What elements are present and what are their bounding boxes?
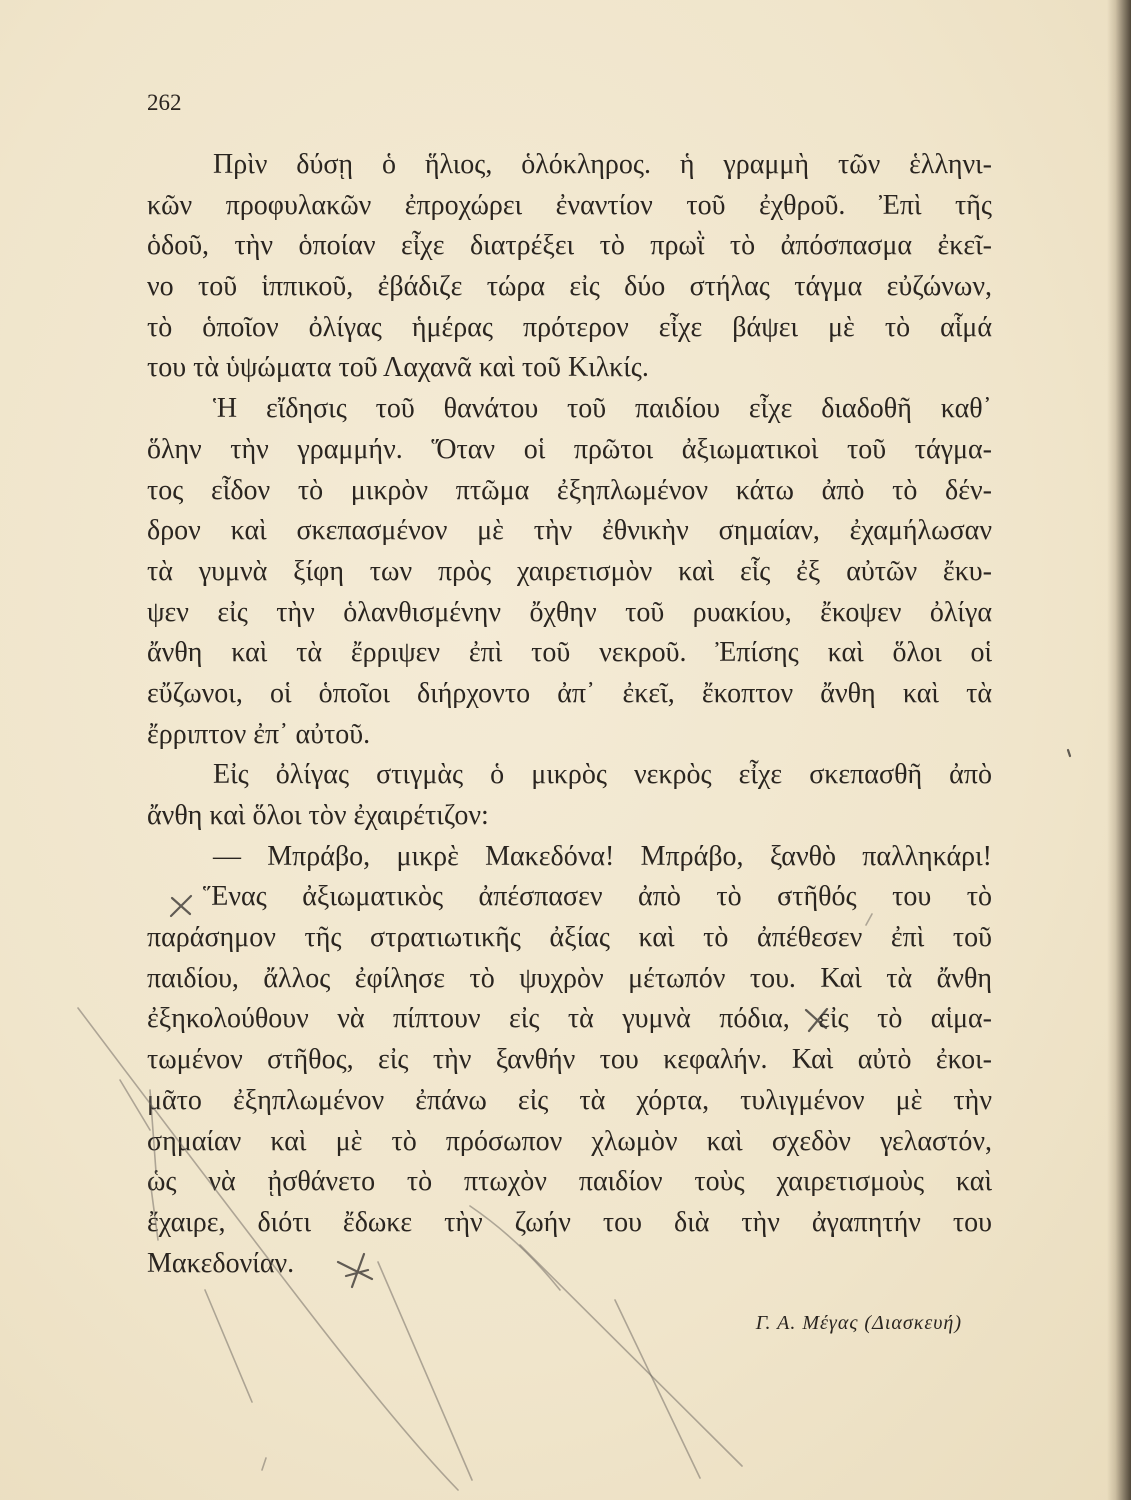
paragraph [147, 389, 992, 755]
text-line: δρον καὶ σκεπασμένον μὲ τὴν ἐθνικὴν σημαίαν, ἐχαμήλωσαν [147, 515, 992, 547]
text-line: κῶν προφυλακῶν ἐπροχώρει ἐναντίον τοῦ ἐχθροῦ. Ἐπὶ τῆς [147, 189, 992, 221]
paragraph [147, 145, 992, 389]
paragraph [147, 877, 992, 1284]
text-line: ἔχαιρε, διότι ἔδωκε τὴν ζωήν του διὰ τὴν ἀγαπητήν του [147, 1206, 992, 1238]
text-line: ἄνθη καὶ ὅλοι τὸν ἐχαιρέτιζον: [147, 800, 489, 831]
pencil-stroke [615, 1300, 700, 1478]
text-line: ψεν εἰς τὴν ὁλανθισμένην ὄχθην τοῦ ρυακίου, ἔκοψεν ὀλίγα [147, 596, 992, 628]
attribution: Γ. Α. Μέγας (Διασκευή) [755, 1312, 962, 1334]
text-line: Πρὶν δύσῃ ὁ ἥλιος, ὁλόκληρος. ἡ γραμμὴ τῶν ἑλληνι- [213, 149, 992, 180]
pencil-mark [1068, 750, 1070, 756]
text-line: ὡς νὰ ᾐσθάνετο τὸ πτωχὸν παιδίον τοὺς χαιρετισμοὺς καὶ [147, 1166, 992, 1198]
text-line: τωμένον στῆθος, εἰς τὴν ξανθήν του κεφαλήν. Καὶ αὐτὸ ἐκοι- [147, 1044, 992, 1076]
text-line: σημαίαν καὶ μὲ τὸ πρόσωπον χλωμὸν καὶ σχεδὸν γελαστόν, [147, 1125, 992, 1157]
pencil-stroke [120, 1080, 150, 1130]
text-line: παιδίου, ἄλλος ἐφίλησε τὸ ψυχρὸν μέτωπόν του. Καὶ τὰ ἄνθη [147, 962, 992, 994]
text-line: εὔζωνοι, οἱ ὁποῖοι διήρχοντο ἀπ᾽ ἐκεῖ, ἔκοπτον ἄνθη καὶ τὰ [147, 677, 992, 709]
text-line: τὸ ὁποῖον ὀλίγας ἡμέρας πρότερον εἶχε βάψει μὲ τὸ αἷμά [147, 311, 992, 343]
text-line: Ἕνας ἀξιωματικὸς ἀπέσπασεν ἀπὸ τὸ στῆθός του τὸ [203, 881, 992, 913]
binding-shadow [1107, 0, 1131, 1500]
body-text [147, 145, 992, 1284]
pencil-stroke [378, 1262, 472, 1480]
text-line: ἄνθη καὶ τὰ ἔρριψεν ἐπὶ τοῦ νεκροῦ. Ἐπίσης καὶ ὅλοι οἱ [147, 637, 992, 669]
text-line: ὁδοῦ, τὴν ὁποίαν εἶχε διατρέξει τὸ πρωῒ τὸ ἀπόσπασμα ἐκεῖ- [147, 230, 993, 262]
text-line: τὰ γυμνὰ ξίφη των πρὸς χαιρετισμὸν καὶ εἷς ἐξ αὐτῶν ἔκυ- [147, 555, 992, 587]
text-line: Εἰς ὀλίγας στιγμὰς ὁ μικρὸς νεκρὸς εἶχε σκεπασθῆ ἀπὸ [213, 759, 992, 791]
text-line: μᾶτο ἐξηπλωμένον ἐπάνω εἰς τὰ χόρτα, τυλιγμένον μὲ τὴν [147, 1084, 992, 1116]
text-line: Ἡ εἴδησις τοῦ θανάτου τοῦ παιδίου εἶχε διαδοθῆ καθ᾽ [213, 393, 992, 425]
pencil-mark [262, 1458, 266, 1470]
text-line: ἔρριπτον ἐπ᾽ αὐτοῦ. [147, 718, 371, 750]
text-line: ὅλην τὴν γραμμήν. Ὅταν οἱ πρῶτοι ἀξιωματικοὶ τοῦ τάγμα- [147, 433, 992, 465]
text-line: Μακεδονίαν. [147, 1247, 295, 1279]
text-line: ἐξηκολούθουν νὰ πίπτουν εἰς τὰ γυμνὰ πόδια, εἰς τὸ αἱμα- [147, 1003, 992, 1035]
text-line: του τὰ ὑψώματα τοῦ Λαχανᾶ καὶ τοῦ Κιλκίς. [147, 352, 649, 384]
pencil-stroke [205, 1290, 252, 1402]
text-line: τος εἶδον τὸ μικρὸν πτῶμα ἐξηπλωμένον κάτω ἀπὸ τὸ δέν- [147, 474, 992, 506]
paragraph [147, 755, 992, 836]
text-line: νο τοῦ ἱππικοῦ, ἐβάδιζε τώρα εἰς δύο στήλας τάγμα εὐζώνων, [147, 271, 992, 303]
page-number: 262 [147, 90, 182, 115]
text-line: παράσημον τῆς στρατιωτικῆς ἀξίας καὶ τὸ ἀπέθεσεν ἐπὶ τοῦ [147, 922, 993, 954]
dialogue-line [147, 837, 992, 878]
text-line: — Μπράβο, μικρὲ Μακεδόνα! Μπράβο, ξανθὸ παλληκάρι! [213, 840, 992, 872]
